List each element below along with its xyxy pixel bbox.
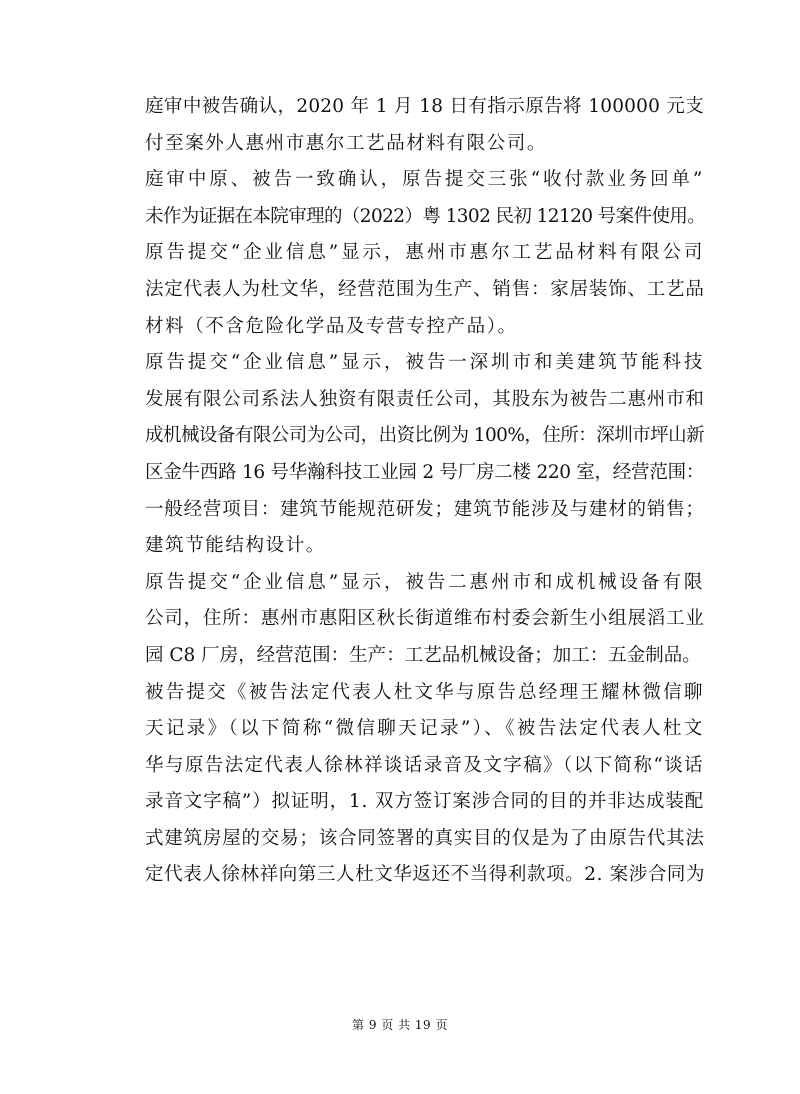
text-line: 园 C8 厂房，经营范围：生产：工艺品机械设备；加工：五金制品。 — [145, 644, 701, 666]
text-line: 未作为证据在本院审理的（2022）粤 1302 民初 12120 号案件使用。 — [145, 205, 706, 227]
text-line: 原告提交“企业信息”显示，被告二惠州市和成机械设备有限 — [145, 571, 704, 593]
text-line: 定代表人徐林祥向第三人杜文华返还不当得利款项。2. 案涉合同为 — [145, 864, 706, 886]
text-line: 庭审中被告确认，2020 年 1 月 18 日有指示原告将 100000 元支 — [145, 96, 704, 117]
text-line: 录音文字稿”）拟证明，1. 双方签订案涉合同的目的并非达成装配 — [145, 791, 704, 813]
text-line: 天记录》（以下简称“微信聊天记录”）、《被告法定代表人杜文 — [145, 718, 704, 740]
text-line: 成机械设备有限公司为公司，出资比例为 100%，住所：深圳市坪山新 — [145, 425, 704, 447]
text-line: 法定代表人为杜文华，经营范围为生产、销售：家居装饰、工艺品 — [145, 278, 705, 300]
text-line: 庭审中原、被告一致确认，原告提交三张“收付款业务回单” — [145, 169, 704, 191]
text-line: 建筑节能结构设计。 — [145, 535, 326, 557]
paragraph-defendant-confirmation — [108, 89, 704, 162]
text-line: 付至案外人惠州市惠尔工艺品材料有限公司。 — [145, 132, 548, 154]
text-line: 原告提交“企业信息”显示，惠州市惠尔工艺品材料有限公司 — [145, 242, 704, 264]
paragraph-defendant-evidence — [108, 675, 704, 895]
text-line: 被告提交《被告法定代表人杜文华与原告总经理王耀林微信聊 — [145, 681, 704, 703]
text-line: 式建筑房屋的交易；该合同签署的真实目的仅是为了由原告代其法 — [145, 827, 705, 849]
text-line: 原告提交“企业信息”显示，被告一深圳市和美建筑节能科技 — [145, 352, 704, 374]
judgment-body-text — [108, 89, 704, 894]
paragraph-joint-confirmation — [108, 162, 704, 235]
text-line: 公司，住所：惠州市惠阳区秋长街道维布村委会新生小组展滔工业 — [145, 608, 705, 630]
paragraph-defendant-two-info — [108, 565, 704, 675]
text-line: 发展有限公司系法人独资有限责任公司，其股东为被告二惠州市和 — [145, 388, 705, 410]
paragraph-defendant-one-info — [108, 345, 704, 565]
text-line: 华与原告法定代表人徐林祥谈话录音及文字稿》（以下简称“谈话 — [145, 754, 704, 776]
paragraph-huier-company-info — [108, 235, 704, 345]
text-line: 区金牛西路 16 号华瀚科技工业园 2 号厂房二楼 220 室，经营范围： — [145, 461, 704, 483]
text-line: 一般经营项目：建筑节能规范研发；建筑节能涉及与建材的销售； — [145, 498, 705, 520]
page-number-footer: 第 9 页 共 19 页 — [352, 1018, 448, 1032]
text-line: 材料（不含危险化学品及专营专控产品）。 — [145, 315, 518, 337]
